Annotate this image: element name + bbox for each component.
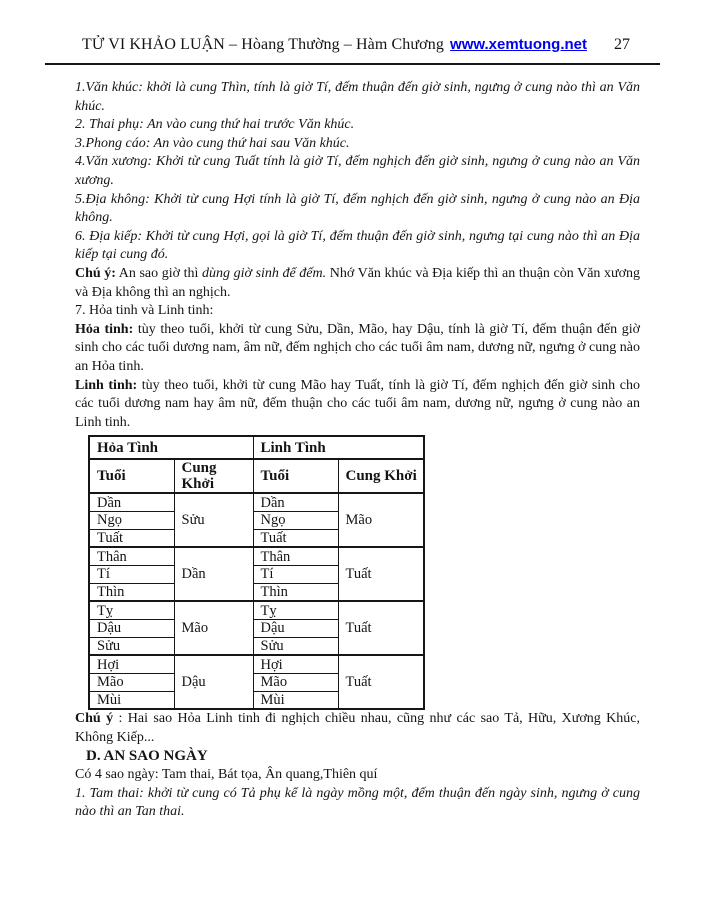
tuoi-cell: Mão (253, 673, 338, 691)
note-chu-y-1 (75, 265, 640, 302)
tuoi-cell: Thìn (253, 583, 338, 601)
note-lead: Chú ý: (75, 265, 116, 281)
paragraph-dia-khong: 5.Địa không: Khởi từ cung Hợi tính là giờ Tí, đếm nghịch đến giờ sinh, ngưng ở cung nào an Địa không. (75, 191, 640, 226)
hoa-cung-cell: Mão (174, 601, 253, 655)
hoa-tinh-group-header: Hỏa Tình (89, 436, 253, 459)
tuoi-cell: Dần (253, 493, 338, 511)
header-right (450, 36, 630, 54)
table-group-header-row (89, 436, 424, 459)
linh-tinh-text: tùy theo tuổi, khởi từ cung Mão hay Tuất, tính là giờ Tí, đếm nghịch đến giờ sinh cho các tuổi dương nam hay âm nữ, đếm thuận cho các tuổi âm nam, dương nữ, ngưng ở cung nào an Linh tinh. (75, 377, 640, 430)
tuoi-cell: Dần (89, 493, 174, 511)
linh-tinh-group-header: Linh Tình (253, 436, 424, 459)
note-text: An sao giờ thì (115, 265, 203, 281)
paragraph-dia-kiep: 6. Địa kiếp: Khởi từ cung Hợi, gọi là giờ Tí, đếm thuận đến giờ sinh, ngưng tại cung nào thì an Địa kiếp tại cung đó. (75, 228, 640, 263)
tuoi-cell: Hợi (253, 655, 338, 673)
linh-cung-cell: Mão (338, 493, 424, 547)
tuoi-cell: Dậu (253, 619, 338, 637)
linh-cung-cell: Tuất (338, 601, 424, 655)
tuoi-cell: Tí (253, 565, 338, 583)
tuoi-cell: Tỵ (89, 601, 174, 619)
tuoi-cell: Thân (89, 547, 174, 565)
col-header-cung-khoi: Cung Khởi (174, 459, 253, 493)
paragraph-tam-thai: 1. Tam thai: khởi từ cung có Tả phụ kể là ngày mồng một, đếm thuận đến ngày sinh, ngưng ở cung nào thì an Tan thai. (75, 785, 640, 820)
note-italic-text: dùng giờ sinh để đếm. (202, 265, 327, 281)
tuoi-cell: Thân (253, 547, 338, 565)
linh-cung-cell: Tuất (338, 655, 424, 709)
tuoi-cell: Sửu (89, 637, 174, 655)
tuoi-cell: Mão (89, 673, 174, 691)
section-7-heading: 7. Hỏa tinh và Linh tinh: (75, 303, 214, 319)
section-d-intro: Có 4 sao ngày: Tam thai, Bát tọa, Ân quang,Thiên quí (75, 767, 378, 783)
website-link[interactable]: www.xemtuong.net (450, 36, 587, 53)
table-row (89, 493, 424, 511)
hoa-tinh-lead: Hỏa tinh: (75, 321, 134, 337)
table-row (89, 547, 424, 565)
col-header-tuoi: Tuổi (253, 459, 338, 493)
tuoi-cell: Ngọ (253, 511, 338, 529)
page-title: TỬ VI KHẢO LUẬN – Hòang Thường – Hàm Chương (82, 36, 444, 53)
hoa-linh-tinh-table (88, 435, 425, 710)
col-header-tuoi: Tuổi (89, 459, 174, 493)
hoa-cung-cell: Dậu (174, 655, 253, 709)
hoa-cung-cell: Dần (174, 547, 253, 601)
note-text: : Hai sao Hỏa Linh tinh đi nghịch chiều nhau, cũng như các sao Tả, Hữu, Xương Khúc, Không Kiếp... (75, 711, 640, 745)
tuoi-cell: Tuất (253, 529, 338, 547)
note-chu-y-2 (75, 710, 640, 747)
section-d-heading: D. AN SAO NGÀY (86, 748, 208, 765)
paragraph-linh-tinh (75, 377, 640, 433)
table-row (89, 601, 424, 619)
tuoi-cell: Tí (89, 565, 174, 583)
tuoi-cell: Sửu (253, 637, 338, 655)
paragraph-hoa-tinh (75, 321, 640, 377)
paragraph-van-khuc: 1.Văn khúc: khởi là cung Thìn, tính là giờ Tí, đếm thuận đến giờ sinh, ngưng ở cung nào thì an Văn khúc. (75, 80, 640, 114)
page-header (45, 36, 660, 65)
tuoi-cell: Dậu (89, 619, 174, 637)
note-lead: Chú ý (75, 711, 114, 727)
col-header-cung-khoi: Cung Khởi (338, 459, 424, 493)
hoa-tinh-text: tùy theo tuổi, khởi từ cung Sửu, Dần, Mão, hay Dậu, tính là giờ Tí, đếm thuận đến giờ sinh cho các tuổi dương nam, âm nữ, đếm nghịch cho các tuổi âm nam, dương nữ, ngưng ở cung nào an Hỏa tinh. (75, 321, 640, 374)
tuoi-cell: Thìn (89, 583, 174, 601)
tuoi-cell: Hợi (89, 655, 174, 673)
tuoi-cell: Mùi (89, 691, 174, 709)
tuoi-cell: Mùi (253, 691, 338, 709)
table-column-header-row (89, 459, 424, 493)
tuoi-cell: Tuất (89, 529, 174, 547)
note-text: Nhớ Văn khúc và Địa kiếp thì an thuận còn Văn xương và Địa không thì an nghịch. (75, 265, 640, 300)
tuoi-cell: Tỵ (253, 601, 338, 619)
linh-tinh-lead: Linh tinh: (75, 377, 138, 393)
page-number: 27 (614, 36, 630, 53)
paragraph-thai-phu: 2. Thai phụ: An vào cung thứ hai trước Văn khúc. (75, 117, 355, 133)
linh-cung-cell: Tuất (338, 547, 424, 601)
table-row (89, 655, 424, 673)
paragraph-phong-cao: 3.Phong cáo: An vào cung thứ hai sau Văn khúc. (75, 135, 350, 151)
hoa-cung-cell: Sửu (174, 493, 253, 547)
paragraph-van-xuong: 4.Văn xương: Khởi từ cung Tuất tính là giờ Tí, đếm nghịch đến giờ sinh, ngưng ở cung nào an Văn xương. (75, 154, 640, 188)
document-body (75, 79, 640, 822)
tuoi-cell: Ngọ (89, 511, 174, 529)
